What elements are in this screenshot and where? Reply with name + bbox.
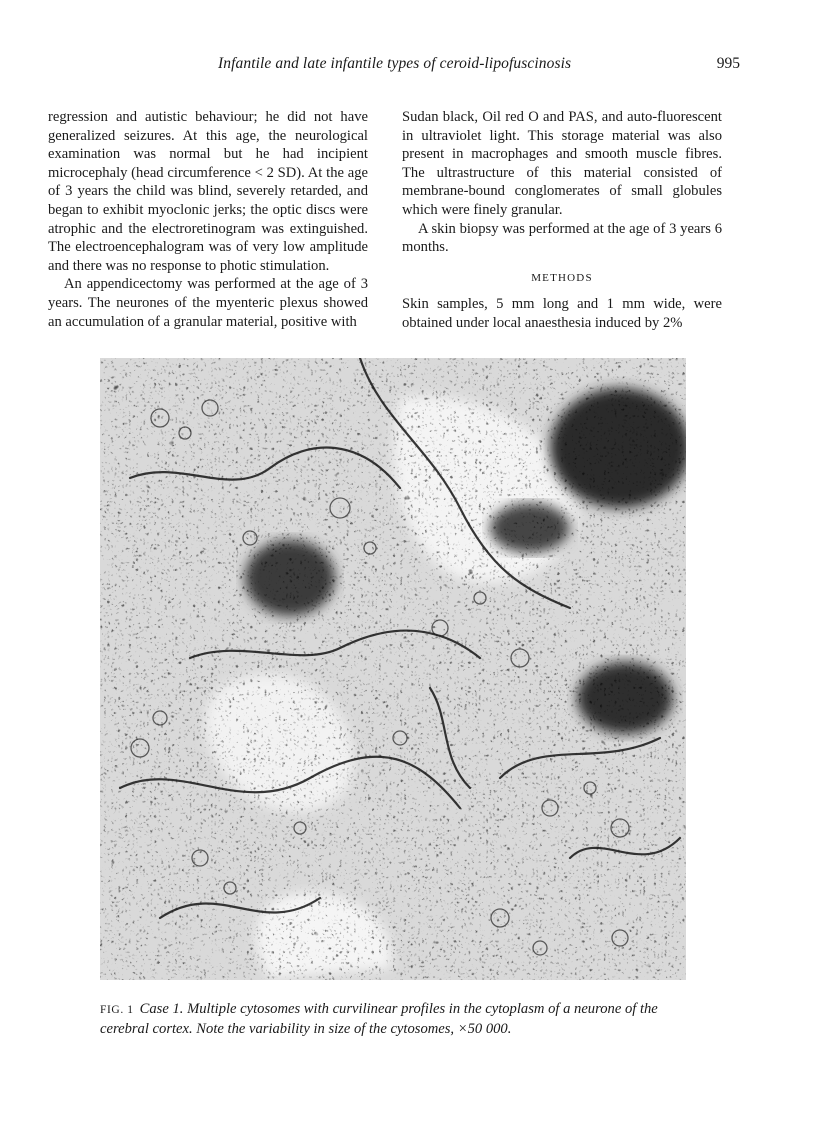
paragraph-methods: Skin samples, 5 mm long and 1 mm wide, were obtained under local anaesthesia induced by 2%	[402, 296, 722, 331]
running-header	[48, 55, 740, 79]
paragraph-clinical-history: regression and autistic behaviour; he did not have generalized seizures. At this age, the neurological examination was normal but he had incipient microcephaly (head circumference < 2 SD). At the age of 3 years the child was blind, severely retarded, and began to exhibit myoclonic jerks; the optic discs were atrophic and the electroretinogram was extinguished. The electroencephalogram was of very low amplitude and there was no response to photic stimulation.	[48, 109, 368, 274]
page-number: 995	[716, 55, 740, 72]
figure-caption-text: Case 1. Multiple cytosomes with curvilinear profiles in the cytoplasm of a neurone of the cerebral cortex. Note the variability in size of the cytosomes, ×50 000.	[100, 1001, 658, 1037]
figure-label: FIG. 1	[100, 1004, 134, 1016]
paragraph-appendicectomy: An appendicectomy was performed at the age of 3 years. The neurones of the myenteric plexus showed an accumulation of a granular material, positive with	[48, 276, 368, 330]
micrograph-image	[100, 358, 686, 980]
figure-caption	[100, 1000, 700, 1039]
paragraph-skin-biopsy: A skin biopsy was performed at the age of 3 years 6 months.	[402, 220, 722, 256]
electron-micrograph	[100, 358, 686, 980]
running-title: Infantile and late infantile types of ceroid-lipofuscinosis	[218, 55, 572, 72]
methods-heading: METHODS	[531, 271, 593, 284]
paragraph-storage-material: Sudan black, Oil red O and PAS, and auto-fluorescent in ultraviolet light. This storage material was also present in macrophages and smooth muscle fibres. The ultrastructure of this material consisted of membrane-bound conglomerates of small globules which were finely granular.	[402, 109, 722, 218]
right-column	[402, 108, 722, 333]
left-column	[48, 108, 368, 331]
